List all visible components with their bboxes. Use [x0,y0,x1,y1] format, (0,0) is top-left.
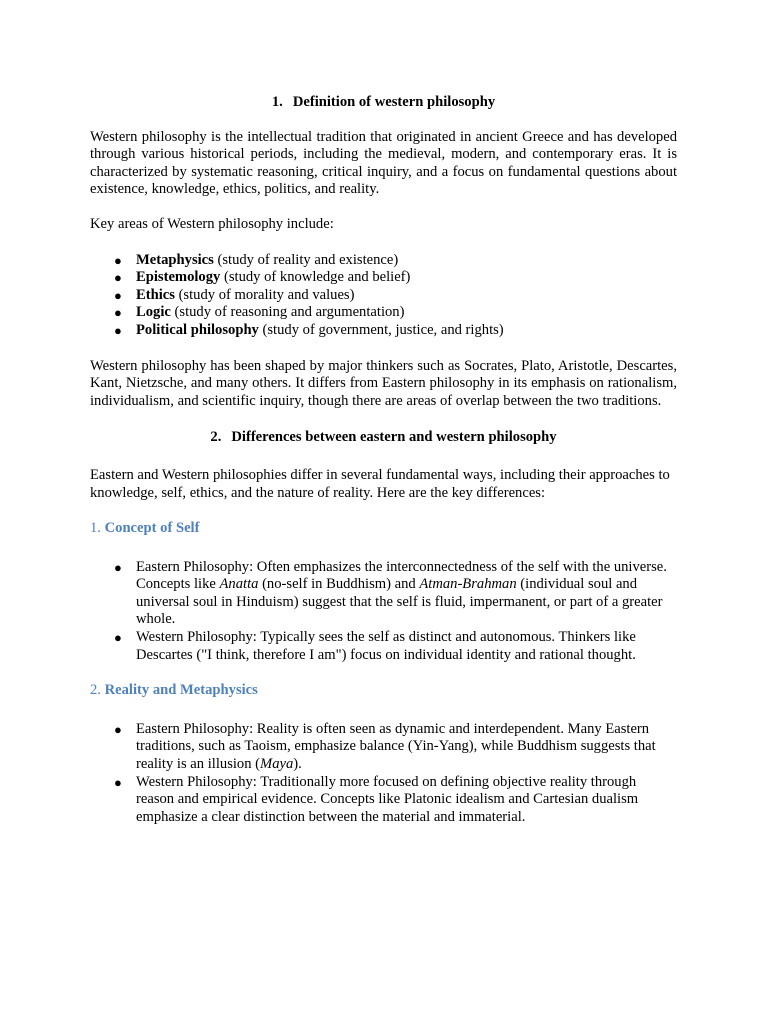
bullet-icon: ● [114,630,122,646]
list-item [90,304,677,322]
bullet-icon: ● [114,774,122,790]
subheading-title: Concept of Self [104,520,200,537]
bullet-icon: ● [114,287,122,303]
subheading-title: Reality and Metaphysics [104,682,258,699]
section-2-number: 2. [210,429,222,446]
subheading-reality-and-metaphysics [90,682,677,700]
key-area-desc: (study of morality and values) [174,286,355,303]
list-item [90,721,677,774]
key-area-desc: (study of reasoning and argumentation) [170,304,405,321]
bullet-icon: ● [114,721,122,737]
maya-term: Maya [260,756,294,773]
section-1-closing-paragraph: Western philosophy has been shaped by major thinkers such as Socrates, Plato, Aristotle, Descartes, Kant, Nietzsche, and many others. It differs from Eastern philosophy in its emphasis on rationalism, individualism, and scientific inquiry, though there are areas of overlap between the two traditions. [90,357,677,409]
section-2-intro-paragraph: Eastern and Western philosophies differ in several fundamental ways, including their approaches to knowledge, self, ethics, and the nature of reality. Here are the key differences: [90,466,670,501]
section-1-heading [90,94,677,112]
list-item [90,322,677,340]
section-1-number: 1. [271,94,283,110]
eastern-self-text-1: Eastern Philosophy: Often emphasizes the interconnectedness of the self with the universe. Concepts like [136,558,667,593]
bullet-icon: ● [114,252,122,268]
list-item [90,269,677,287]
anatta-term: Anatta [219,576,259,593]
key-area-desc: (study of government, justice, and rights) [258,321,504,338]
atman-brahman-term: Atman-Brahman [419,576,517,593]
section-1-title: Definition of western philosophy [292,94,496,110]
bullet-icon: ● [114,270,122,286]
list-item [90,287,677,305]
list-item [90,559,677,629]
section-1-intro-paragraph: Western philosophy is the intellectual tradition that originated in ancient Greece and has developed through various historical periods, including the medieval, modern, and contemporary eras. It is characterized by systematic reasoning, critical inquiry, and a focus on fundamental questions about existence, knowledge, ethics, politics, and reality. [90,128,677,198]
list-item [90,774,677,827]
western-reality-text: Western Philosophy: Traditionally more focused on defining objective reality through reason and empirical evidence. Concepts like Platonic idealism and Cartesian dualism emphasize a clear distinction between the material and immaterial. [136,773,639,825]
bullet-icon: ● [114,305,122,321]
subheading-number: 2. [90,682,101,699]
key-area-term: Metaphysics [136,251,214,268]
eastern-self-text-3: (individual soul and universal soul in Hinduism) suggest that the self is fluid, impermanent, or part of a greater whole. [136,576,663,628]
eastern-self-text-2: (no-self in Buddhism) and [258,576,420,593]
section-2-heading [90,429,677,447]
reality-metaphysics-list [90,721,677,827]
bullet-icon: ● [114,322,122,338]
key-area-desc: (study of reality and existence) [213,251,399,268]
concept-of-self-list [90,559,677,665]
list-item [90,629,677,664]
key-area-term: Political philosophy [136,321,259,338]
key-area-term: Logic [136,304,171,321]
key-areas-intro: Key areas of Western philosophy include: [90,215,334,232]
bullet-icon: ● [114,559,122,575]
eastern-reality-text-1: Eastern Philosophy: Reality is often seen as dynamic and interdependent. Many Eastern traditions, such as Taoism, emphasize balance (Yin-Yang), while Buddhism suggests that reality is an illusion ( [136,720,656,773]
eastern-reality-text-2: ). [293,756,302,773]
subheading-number: 1. [90,520,101,537]
document-body [90,94,677,826]
key-area-desc: (study of knowledge and belief) [220,269,411,286]
key-areas-list [90,252,677,340]
key-area-term: Ethics [136,286,175,303]
western-self-text: Western Philosophy: Typically sees the self as distinct and autonomous. Thinkers like Descartes ("I think, therefore I am") focus on individual identity and rational thought. [136,629,636,663]
list-item [90,252,677,270]
key-area-term: Epistemology [136,269,221,286]
section-2-title: Differences between eastern and western philosophy [231,429,557,446]
subheading-concept-of-self [90,520,677,538]
